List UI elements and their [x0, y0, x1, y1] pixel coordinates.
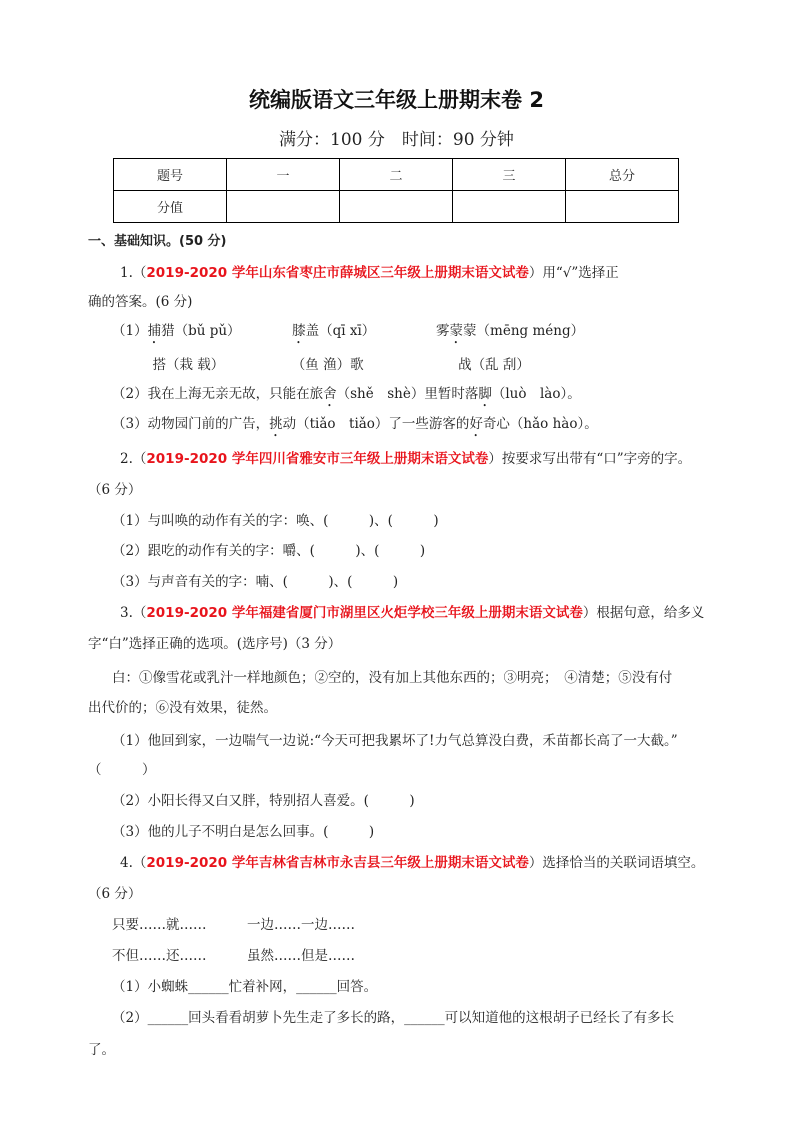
text-segment: 2.（ — [120, 451, 147, 467]
header-cell: 三 — [453, 159, 566, 191]
text-line — [112, 384, 581, 410]
score-table-value-row — [114, 191, 679, 223]
question-source: 2019-2020 学年山东省枣庄市薛城区三年级上册期末语文试卷 — [146, 265, 529, 281]
text-segment: （2）小阳长得又白又胖，特别招人喜爱。( ) — [112, 793, 415, 809]
text-segment: 一、基础知识。(50 分) — [88, 234, 227, 249]
text-line — [112, 572, 398, 592]
dotted-character: 蒙 — [449, 323, 464, 339]
text-segment: ）用“√”选择正 — [528, 265, 619, 281]
dotted-character: 好 — [469, 416, 483, 432]
text-line — [112, 321, 584, 347]
text-segment: 奇心（hǎo hào）。 — [482, 416, 598, 432]
text-segment: ）按要求写出带有“口”字旁的字。 — [488, 451, 692, 467]
text-line — [120, 449, 691, 469]
text-segment: 字“白”选择正确的选项。(选序号)（3 分） — [88, 636, 342, 652]
score-table-header-row — [114, 159, 679, 191]
question-source: 2019-2020 学年福建省厦门市湖里区火炬学校三年级上册期末语文试卷 — [146, 605, 583, 621]
text-line — [120, 263, 619, 283]
dotted-character: 舍 — [323, 386, 337, 402]
text-line — [88, 292, 192, 312]
dotted-character: 膝 — [292, 323, 306, 339]
page-title: 统编版语文三年级上册期末卷 2 — [249, 88, 544, 112]
exam-info: 满分：100 分 时间：90 分钟 — [279, 130, 514, 150]
text-segment: （3）与声音有关的字：喃、( )、( ) — [112, 574, 399, 590]
text-segment: （3）他的儿子不明白是怎么回事。( ) — [112, 824, 375, 840]
score-cell — [227, 191, 340, 223]
header-cell: 一 — [227, 159, 340, 191]
text-segment: （3）动物园门前的广告， — [112, 416, 270, 432]
text-segment: 不但……还…… 虽然……但是…… — [112, 948, 355, 964]
text-segment: （ ） — [88, 762, 156, 778]
text-line — [112, 977, 377, 997]
question-source: 2019-2020 学年四川省雅安市三年级上册期末语文试卷 — [146, 451, 489, 467]
header-cell: 二 — [340, 159, 453, 191]
header-cell: 题号 — [114, 159, 227, 191]
score-table — [113, 158, 679, 223]
text-segment: 白：①像雪花或乳汁一样地颜色；②空的，没有加上其他东西的；③明亮； ④清楚；⑤没有付 — [112, 670, 673, 686]
text-line — [88, 232, 227, 252]
text-segment: 确的答案。(6 分) — [88, 294, 193, 310]
text-line — [112, 541, 425, 561]
text-segment: 3.（ — [120, 605, 147, 621]
text-line — [112, 668, 672, 688]
text-line — [88, 884, 141, 904]
text-line — [120, 603, 704, 623]
text-segment: （2）______回头看看胡萝卜先生走了多长的路，______可以知道他的这根胡子已经长了有多长 — [112, 1010, 675, 1026]
text-segment: 猎（bǔ pǔ） — [161, 323, 293, 339]
question-source: 2019-2020 学年吉林省吉林市永吉县三年级上册期末语文试卷 — [146, 855, 529, 871]
text-line — [112, 822, 374, 842]
header-cell: 总分 — [566, 159, 679, 191]
text-segment: （2）跟吃的动作有关的字：嚼、( )、( ) — [112, 543, 426, 559]
text-segment: 盖（qī xī） 雾 — [305, 323, 450, 339]
text-segment: 1.（ — [120, 265, 147, 281]
text-segment: （1）小蜘蛛______忙着补网，______回答。 — [112, 979, 378, 995]
row-label: 分值 — [114, 191, 227, 223]
text-line — [88, 698, 277, 718]
text-line — [112, 414, 598, 440]
text-segment: （1）他回到家，一边喘气一边说:“今天可把我累坏了!力气总算没白费，禾苗都长高了一大截。” — [112, 733, 678, 749]
score-cell — [566, 191, 679, 223]
text-segment: 了。 — [88, 1042, 115, 1058]
text-segment: 4.（ — [120, 855, 147, 871]
score-cell — [453, 191, 566, 223]
text-line — [120, 853, 704, 873]
text-segment: 只要……就…… 一边……一边…… — [112, 917, 355, 933]
text-segment: （luò lào）。 — [491, 386, 581, 402]
dotted-character: 挑 — [269, 416, 283, 432]
text-line — [112, 791, 415, 811]
text-segment: 蒙（mēng méng） — [463, 323, 585, 339]
text-segment: （shě shè）里暂时落 — [336, 386, 479, 402]
text-segment: （6 分） — [88, 886, 142, 902]
text-line — [112, 511, 439, 531]
dotted-character: 脚 — [478, 386, 492, 402]
text-line — [112, 355, 530, 375]
text-segment: （6 分） — [88, 482, 142, 498]
text-segment: 出代价的；⑥没有效果，徒然。 — [88, 700, 277, 716]
text-segment: （2）我在上海无亲无故，只能在旅 — [112, 386, 324, 402]
text-segment: 搭（栽 载） （鱼 渔）歌 战（乱 刮） — [112, 357, 530, 373]
text-line — [112, 946, 355, 966]
text-line — [88, 1040, 115, 1060]
score-cell — [340, 191, 453, 223]
text-line — [88, 760, 156, 780]
text-line — [112, 1008, 674, 1028]
text-segment: 动（tiǎo tiǎo）了一些游客的 — [282, 416, 470, 432]
text-segment: ）选择恰当的关联词语填空。 — [528, 855, 705, 871]
text-line — [88, 634, 341, 654]
text-segment: （1）与叫唤的动作有关的字：唤、( )、( ) — [112, 513, 439, 529]
text-segment: ）根据句意，给多义 — [582, 605, 705, 621]
text-segment: （1） — [112, 323, 148, 339]
text-line — [112, 915, 355, 935]
text-line — [88, 480, 141, 500]
dotted-character: 捕 — [147, 323, 162, 339]
text-line — [112, 731, 678, 751]
